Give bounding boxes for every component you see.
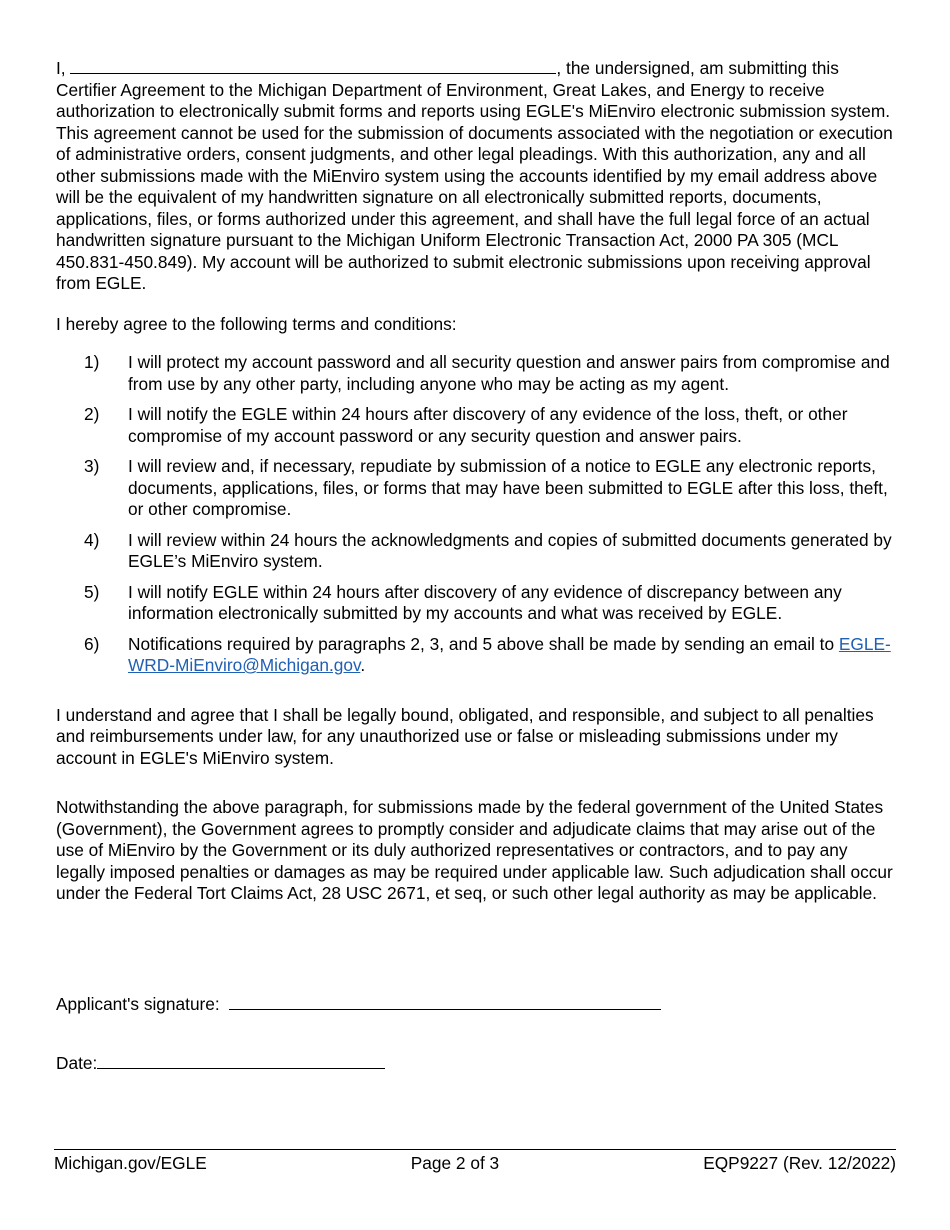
name-entry-line[interactable] [70,56,556,74]
term-text: I will review within 24 hours the acknowledgments and copies of submitted documents generated by EGLE’s MiEnviro system. [128,529,892,571]
document-body [56,56,896,905]
term-item [56,530,896,573]
term-text: Notifications required by paragraphs 2, 3, and 5 above shall be made by sending an email to [128,633,835,654]
notwithstanding-paragraph: Notwithstanding the above paragraph, for submissions made by the federal government of the United States (Government), the Government agrees to promptly consider and adjudicate claims that may arise out of the use of MiEnviro by the Government or its duly authorized representatives or contractors, and to pay any legally imposed penalties or damages as may be required under applicable law. Such adjudication shall occur under the Federal Tort Claims Act, 28 USC 2671, et seq, or such other legal authority as may be applicable. [56,797,893,903]
term-number: 5) [84,581,100,602]
term-text: I will review and, if necessary, repudiate by submission of a notice to EGLE any electronic reports, documents, applications, files, or forms that may have been submitted to EGLE after this loss, theft, or other compromise. [128,456,888,519]
term-number: 4) [84,529,100,550]
email-link[interactable]: EGLE-WRD-MiEnviro@Michigan.gov [128,633,891,675]
term-item [56,582,896,625]
terms-list [56,352,896,677]
date-line[interactable] [97,1051,385,1069]
term-number: 3) [84,456,100,476]
signature-row [56,992,661,1016]
term-number: 2) [84,404,100,424]
term-number: 1) [84,352,100,372]
footer-form-id: EQP9227 (Rev. 12/2022) [703,1153,896,1173]
term-number: 6) [84,633,100,654]
term-suffix: . [360,655,366,675]
term-text: I will protect my account password and all security question and answer pairs from compromise and from use by any other party, including anyone who may be acting as my agent. [128,352,890,394]
term-text: I will notify EGLE within 24 hours after discovery of any evidence of discrepancy between any information electronically submitted by my accounts and what was received by EGLE. [128,581,842,623]
term-item [56,404,896,447]
term-item [56,352,896,395]
signature-line[interactable] [229,992,661,1010]
intro-text: , the undersigned, am submitting this Certifier Agreement to the Michigan Department of Environment, Great Lakes, and Energy to receive authorization to electronically submit forms and reports using EGLE's MiEnviro electronic submission system. This agreement cannot be used for the submission of documents associated with the negotiation or execution of administrative orders, consent judgments, and other legal pleadings. With this authorization, any and all other submissions made with the MiEnviro system using the accounts identified by my email address above will be the equivalent of my handwritten signature on all electronically submitted reports, documents, applications, files, or forms authorized under this agreement, and shall have the full legal force of an actual handwritten signature pursuant to the Michigan Uniform Electronic Transaction Act, 2000 PA 305 (MCL 450.831-450.849). My account will be authorized to submit electronic submissions upon receiving approval from EGLE. [56,58,893,293]
intro-prefix: I, [56,58,66,78]
understand-paragraph: I understand and agree that I shall be legally bound, obligated, and responsible, and subject to all penalties and reimbursements under law, for any unauthorized use or false or misleading submissions under my account in EGLE's MiEnviro system. [56,704,874,768]
term-item [56,634,896,677]
page-footer [54,1149,896,1175]
signature-label: Applicant's signature: [56,994,220,1014]
terms-intro: I hereby agree to the following terms and conditions: [56,313,457,334]
date-row [56,1051,385,1075]
footer-website: Michigan.gov/EGLE [54,1153,207,1173]
term-text: I will notify the EGLE within 24 hours after discovery of any evidence of the loss, theft, or other compromise of my account password or any security question and answer pairs. [128,404,848,446]
footer-page-number: Page 2 of 3 [410,1153,500,1173]
intro-paragraph [56,56,896,295]
date-label: Date: [56,1053,98,1073]
term-item [56,456,896,521]
